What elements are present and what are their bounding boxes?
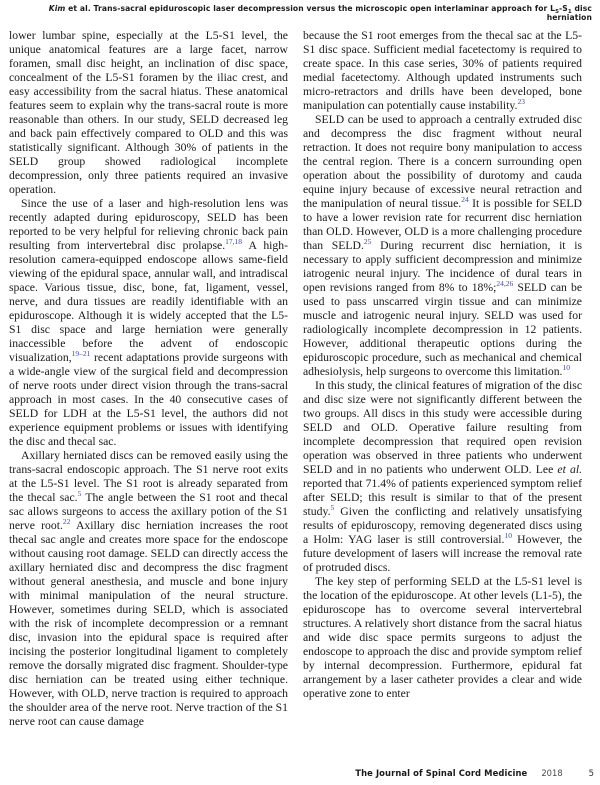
article-body [9, 29, 592, 729]
reference-link[interactable]: 24 [461, 195, 469, 205]
reference-link[interactable]: 22 [62, 517, 71, 527]
paragraph: because the S1 root emerges from the thecal sac at the L5-S1 disc space. Sufficient medial facetectomy is required to create space. In this case series, 30% of patients required medial facetectomy. Although updated instruments such micro-retractors and drills have been developed, bone manipulation can potentially cause instability.$^{23}$ [303, 29, 582, 112]
paragraph: SELD can be used to approach a centrally extruded disc and decompress the disc fragment without neural retraction. It does not require bony manipulation to access the central region. There is a concern surrounding open operation about the possibility of durotomy and cauda equine injury because of excessive neural retraction and the manipulation of neural tissue.$^{24}$ It is possible for SELD to have a lower revision rate for recurrent disc herniation than OLD. However, OLD is a more challenging procedure than SELD.$^{25}$ During recurrent disc herniation, it is necessary to apply sufficient decompression and minimize iatrogenic neural injury. The incidence of dural tears in open revisions ranged from 8% to 18%;$^{24,26}$ SELD can be used to pass unscarred virgin tissue and can minimize muscle and iatrogenic neural injury. SELD was used for radiologically incomplete decompression in 12 patients. However, additional therapeutic options during the epiduroscopic procedure, such as mechanical and chemical adhesiolysis, help surgeons to overcome this limitation.$^{10}$ [303, 113, 583, 378]
running-header-text: Kim et al. Trans-sacral epiduroscopic laser decompression versus the microscopic open interlaminar approach for $L_5-S_1$ disc herniation [48, 4, 592, 22]
footer-year: 2018 [541, 768, 563, 778]
page-number: 5 [588, 768, 594, 778]
paragraph: lower lumbar spine, especially at the L5-S1 level, the unique anatomical features are a large facet, narrow foramen, small disc height, an inclination of disc space, concealment of the L5-S1 foramen by the iliac crest, and easy accessibility from the sacral hiatus. These anatomical features seem to explain why the trans-sacral route is more reasonable than others. In our study, SELD decreased leg and back pain effectively compared to OLD and this was statistically significant. Although 30% of patients in the SELD group showed radiological incomplete decompression, only three patients required an invasive operation. [9, 29, 288, 196]
reference-link[interactable]: 19–21 [71, 349, 91, 359]
italic-text: et al. [557, 463, 582, 476]
left-column [9, 29, 288, 729]
page-footer [355, 768, 594, 778]
subscript-text: 5 [555, 8, 560, 15]
reference-link[interactable]: 10 [504, 531, 512, 541]
reference-link[interactable]: 10 [562, 363, 570, 373]
reference-link[interactable]: 5 [77, 489, 82, 499]
subscript-text: 1 [567, 8, 572, 15]
reference-link[interactable]: 23 [517, 97, 525, 107]
italic-text: Kim [48, 4, 66, 13]
journal-name: The Journal of Spinal Cord Medicine [355, 768, 528, 778]
reference-link[interactable]: 17,18 [225, 237, 243, 247]
reference-link[interactable]: 5 [330, 503, 335, 513]
reference-link[interactable]: 24,26 [496, 279, 514, 289]
paragraph: In this study, the clinical features of migration of the disc and disc size were not significantly different between the two groups. All discs in this study were accessible during SELD and OLD. Operative failure resulting from incomplete decompression that required open revision operation was observed in three patients who underwent SELD and in no patients who underwent OLD. Lee et al. reported that 71.4% of patients experienced symptom relief after SELD; this result is similar to that of the present study.$^5$ Given the conflicting and relatively unsatisfying results of epiduroscopy, removing degenerated discs using a Holm: YAG laser is still controversial.$^{10}$ However, the future development of lasers will increase the removal rate of protruded discs. [303, 379, 583, 574]
right-column [303, 29, 582, 729]
paragraph: The key step of performing SELD at the L5-S1 level is the location of the epiduroscope. At other levels (L1-5), the epiduroscope has to overcome several intervertebral structures. A relatively short distance from the sacral hiatus and wide disc space permits surgeons to adjust the endoscope to approach the disc and provide symptom relief by internal decompression. Furthermore, epidural fat arrangement by a laser catheter provides a clear and wide operative zone to enter [303, 575, 582, 700]
reference-link[interactable]: 25 [363, 237, 372, 247]
running-header [8, 4, 592, 22]
paragraph: Since the use of a laser and high-resolution lens was recently adapted during epiduroscopy, SELD has been reported to be very helpful for relieving chronic back pain resulting from intervertebral disc prolapse.$^{17,18}$ A high-resolution camera-equipped endoscope allows same-field viewing of the epidural space, annular wall, and intradiscal space. Various tissue, disc, bone, fat, ligament, vessel, nerve, and dura tissues are readily identifiable with an epiduroscope. Although it is widely accepted that the L5-S1 disc space and large herniation were generally inaccessible before the advent of endoscopic visualization,$^{19-21}$ recent adaptations provide surgeons with a wide-angle view of the surgical field and decompression of nerve roots under direct vision through the trans-sacral approach in most cases. In the 40 consecutive cases of SELD for LDH at the L5-S1 level, the authors did not experience equipment problems or issues with identifying the disc and thecal sac. [9, 197, 288, 448]
paragraph: Axillary herniated discs can be removed easily using the trans-sacral endoscopic approach. The S1 nerve root exits at the L5-S1 level. The S1 root is already separated from the thecal sac.$^5$ The angle between the S1 root and thecal sac allows surgeons to access the axillary potion of the S1 nerve root.$^{22}$ Axillary disc herniation increases the root thecal sac angle and creates more space for the endoscope without causing root damage. SELD can directly access the axillary herniated disc and decompress the disc fragment without general anesthesia, and muscle and bone injury with minimal manipulation of the neural structure. However, sometimes during SELD, which is associated with the risk of incomplete decompression or a remnant disc, invasion into the epidural space is required after incising the posterior longitudinal ligament to completely remove the dorsally migrated disc fragment. Shoulder-type disc herniation can be treated using either technique. However, with OLD, nerve traction is required to approach the shoulder area of the nerve root. Nerve traction of the S1 nerve root can cause damage [9, 449, 289, 728]
